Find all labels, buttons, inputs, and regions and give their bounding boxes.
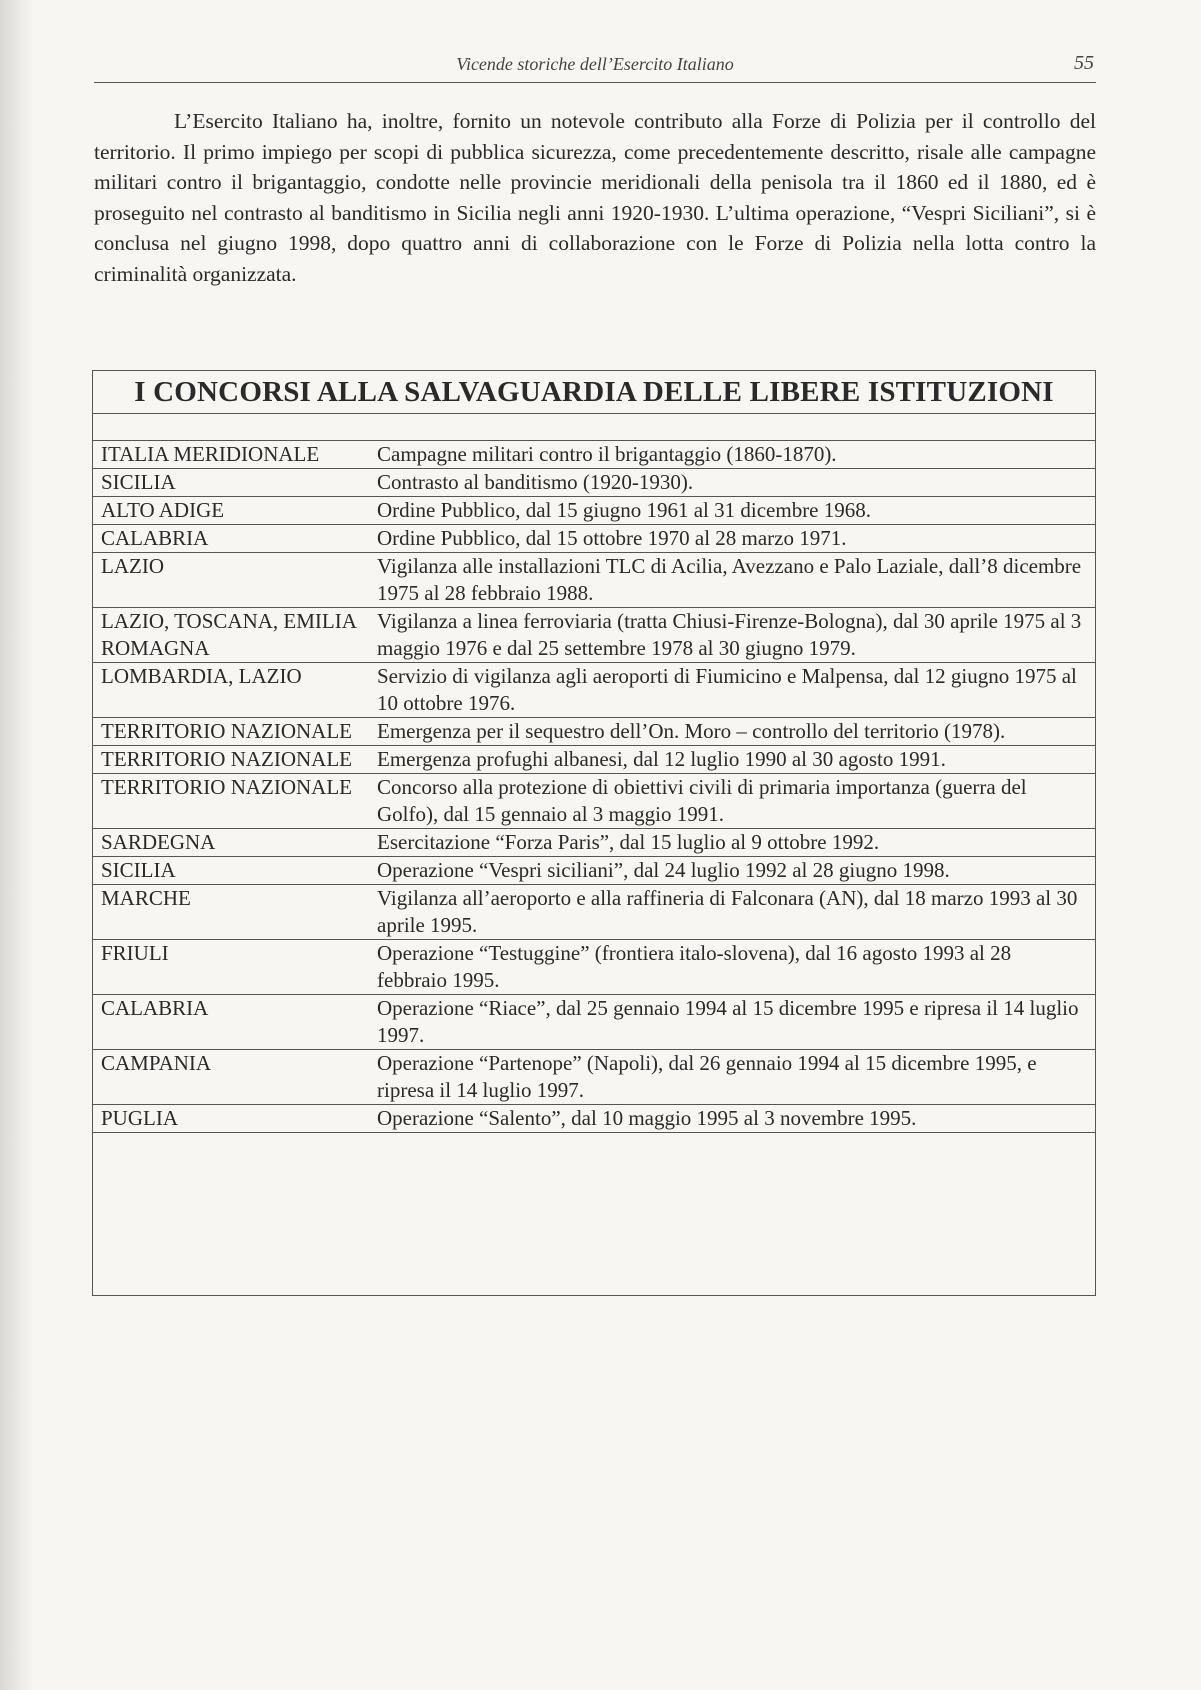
table-row xyxy=(93,1105,1095,1133)
row-region: MARCHE xyxy=(93,885,367,940)
table-row xyxy=(93,469,1095,497)
operations-table xyxy=(93,440,1095,1133)
row-region: SICILIA xyxy=(93,469,367,497)
table-row xyxy=(93,885,1095,940)
row-description: Ordine Pubblico, dal 15 ottobre 1970 al 28 marzo 1971. xyxy=(367,525,1095,553)
row-description: Emergenza per il sequestro dell’On. Moro – controllo del territorio (1978). xyxy=(367,718,1095,746)
row-description: Operazione “Testuggine” (frontiera italo-slovena), dal 16 agosto 1993 al 28 febbraio 1995. xyxy=(367,940,1095,995)
row-description: Operazione “Riace”, dal 25 gennaio 1994 al 15 dicembre 1995 e ripresa il 14 luglio 1997. xyxy=(367,995,1095,1050)
table-row xyxy=(93,525,1095,553)
row-region: LAZIO, TOSCANA, EMILIA ROMAGNA xyxy=(93,608,367,663)
row-description: Operazione “Partenope” (Napoli), dal 26 gennaio 1994 al 15 dicembre 1995, e ripresa il 14 luglio 1997. xyxy=(367,1050,1095,1105)
row-description: Vigilanza a linea ferroviaria (tratta Chiusi-Firenze-Bologna), dal 30 aprile 1975 al 3 maggio 1976 e dal 25 settembre 1978 al 30 giugno 1979. xyxy=(367,608,1095,663)
row-region: LOMBARDIA, LAZIO xyxy=(93,663,367,718)
table-row xyxy=(93,553,1095,608)
table-row xyxy=(93,663,1095,718)
row-description: Operazione “Vespri siciliani”, dal 24 luglio 1992 al 28 giugno 1998. xyxy=(367,857,1095,885)
table-row xyxy=(93,995,1095,1050)
row-region: PUGLIA xyxy=(93,1105,367,1133)
table-row xyxy=(93,829,1095,857)
table-row xyxy=(93,608,1095,663)
row-description: Vigilanza alle installazioni TLC di Acilia, Avezzano e Palo Laziale, dall’8 dicembre 1975 al 28 febbraio 1988. xyxy=(367,553,1095,608)
row-description: Ordine Pubblico, dal 15 giugno 1961 al 31 dicembre 1968. xyxy=(367,497,1095,525)
table-row xyxy=(93,857,1095,885)
row-description: Servizio di vigilanza agli aeroporti di Fiumicino e Malpensa, dal 12 giugno 1975 al 10 ottobre 1976. xyxy=(367,663,1095,718)
row-description: Contrasto al banditismo (1920-1930). xyxy=(367,469,1095,497)
row-region: SICILIA xyxy=(93,857,367,885)
row-region: SARDEGNA xyxy=(93,829,367,857)
table-row xyxy=(93,774,1095,829)
page-gutter-shadow xyxy=(0,0,34,1690)
row-region: LAZIO xyxy=(93,553,367,608)
row-description: Operazione “Salento”, dal 10 maggio 1995 al 3 novembre 1995. xyxy=(367,1105,1095,1133)
table-row xyxy=(93,441,1095,469)
row-description: Concorso alla protezione di obiettivi civili di primaria importanza (guerra del Golfo), dal 15 gennaio al 3 maggio 1991. xyxy=(367,774,1095,829)
row-region: CAMPANIA xyxy=(93,1050,367,1105)
table-row xyxy=(93,746,1095,774)
row-region: TERRITORIO NAZIONALE xyxy=(93,746,367,774)
table-title: I CONCORSI ALLA SALVAGUARDIA DELLE LIBERE ISTITUZIONI xyxy=(93,371,1095,414)
row-description: Vigilanza all’aeroporto e alla raffineria di Falconara (AN), dal 18 marzo 1993 al 30 aprile 1995. xyxy=(367,885,1095,940)
row-region: TERRITORIO NAZIONALE xyxy=(93,718,367,746)
table-row xyxy=(93,1050,1095,1105)
intro-paragraph: L’Esercito Italiano ha, inoltre, fornito un notevole contributo alla Forze di Polizia per il controllo del territorio. Il primo impiego per scopi di pubblica sicurezza, come precedentemente descritto, risale alle campagne militari contro il brigantaggio, condotte nelle provincie meridionali della penisola tra il 1860 ed il 1880, ed è proseguito nel contrasto al banditismo in Sicilia negli anni 1920-1930. L’ultima operazione, “Vespri Siciliani”, si è conclusa nel giugno 1998, dopo quattro anni di collaborazione con le Forze di Polizia nella lotta contro la criminalità organizzata. xyxy=(94,109,1096,286)
row-description: Campagne militari contro il brigantaggio (1860-1870). xyxy=(367,441,1095,469)
page-number: 55 xyxy=(1074,52,1094,74)
row-description: Esercitazione “Forza Paris”, dal 15 luglio al 9 ottobre 1992. xyxy=(367,829,1095,857)
row-region: CALABRIA xyxy=(93,525,367,553)
row-region: FRIULI xyxy=(93,940,367,995)
row-region: ITALIA MERIDIONALE xyxy=(93,441,367,469)
row-region: ALTO ADIGE xyxy=(93,497,367,525)
table-row xyxy=(93,497,1095,525)
row-region: CALABRIA xyxy=(93,995,367,1050)
operations-table-box xyxy=(92,370,1096,1296)
running-title: Vicende storiche dell’Esercito Italiano xyxy=(456,54,734,74)
page-header xyxy=(94,52,1096,83)
table-row xyxy=(93,718,1095,746)
table-row xyxy=(93,940,1095,995)
row-region: TERRITORIO NAZIONALE xyxy=(93,774,367,829)
row-description: Emergenza profughi albanesi, dal 12 luglio 1990 al 30 agosto 1991. xyxy=(367,746,1095,774)
